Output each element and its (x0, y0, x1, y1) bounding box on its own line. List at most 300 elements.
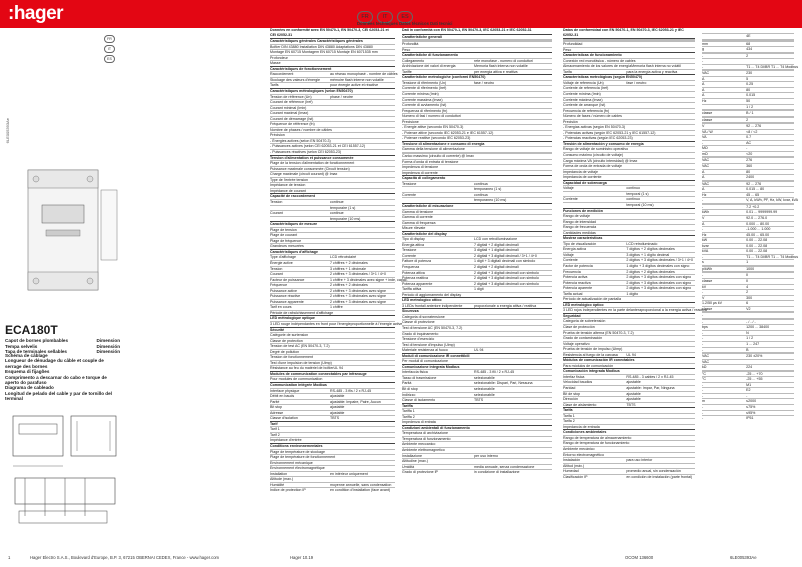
spec-detail (626, 153, 695, 158)
spec-label: Potenza attiva (402, 270, 425, 275)
spec-row (563, 424, 695, 430)
spec-label: Courant de référence (Iref) (270, 100, 313, 105)
spec-row (270, 171, 395, 177)
spec-row (563, 191, 695, 197)
spec-label: Voltaje operativo (563, 341, 590, 346)
spec-row (563, 47, 695, 53)
section-heading: Condizioni ambientali di funzionamento (402, 425, 552, 431)
spec-row (563, 263, 695, 269)
spec-detail: continue (330, 199, 344, 204)
spec-row (270, 227, 395, 233)
spec-label: Peso (563, 47, 572, 52)
spec-row (563, 219, 695, 225)
spec-row (270, 266, 395, 272)
spec-unit: m (702, 399, 705, 404)
spec-unit: A (702, 175, 705, 180)
spec-unit: - (702, 64, 704, 69)
spec-label: Corrente (402, 253, 416, 258)
spec-row (563, 396, 695, 402)
spec-row (702, 284, 794, 290)
spec-row (270, 299, 395, 305)
spec-row (563, 58, 695, 64)
spec-label: Rango de intensidad (563, 219, 596, 224)
spec-unit: A (702, 76, 705, 81)
spec-label: Misure rilevate (402, 226, 426, 231)
wiring-diagram (5, 386, 123, 536)
spec-row (402, 358, 552, 364)
spec-unit: VAC (702, 181, 710, 186)
spec-row (563, 152, 695, 158)
spec-unit: - (702, 347, 704, 352)
spec-row (270, 476, 395, 482)
spec-label (563, 192, 626, 197)
spec-row (402, 303, 552, 309)
wiring-label: Schéma de câblage (5, 353, 48, 358)
spec-detail (373, 45, 395, 50)
side-flag-es: ES (104, 55, 115, 63)
section-heading: Caratteristiche di funzionamento (402, 52, 552, 58)
spec-detail: temporaire (1 s) (330, 205, 356, 210)
spec-detail (330, 355, 395, 360)
spec-row (270, 160, 395, 166)
language-flag-es: ES (397, 11, 413, 23)
spec-detail: rete monofase - numero di conduttori (474, 58, 533, 63)
spec-row (702, 376, 794, 382)
spec-row (270, 487, 395, 493)
footer-company: Hager Electro S.A.S., Boulevard d'Europe, B.P. 3, 67215 OBERNAI CEDEX, France - www.hager.com (30, 555, 220, 560)
section-heading: Características metrológicas (según EN50470) (563, 74, 695, 80)
spec-detail (474, 221, 552, 226)
spec-value (746, 360, 794, 365)
spec-row (702, 259, 794, 265)
spec-row (563, 146, 695, 152)
spec-value: II (746, 273, 749, 278)
spec-value: - (746, 146, 748, 151)
section-heading: LED métrologique optique (270, 315, 395, 321)
spec-row (402, 419, 552, 425)
spec-label: - Puissances réactives (selon CEI 62053-23) (270, 150, 342, 155)
spec-detail (330, 61, 395, 66)
spec-row (402, 347, 552, 353)
spec-row (402, 369, 552, 375)
spec-label: Nombre de phases / nombre de câbles (270, 127, 332, 132)
spec-label: Ambiente mecánico (563, 447, 595, 452)
spec-row (270, 71, 398, 77)
spec-detail (626, 414, 695, 419)
spec-label: Per moduli di comunicazione (402, 359, 448, 364)
spec-detail (330, 122, 395, 127)
spec-row (702, 81, 794, 87)
spec-label: Tarifa 1 (563, 413, 575, 418)
spec-label: Environnement mécanique (270, 460, 313, 465)
spec-label: Clase de protección (563, 324, 595, 329)
spec-detail: 2 digitali + 3 digitali decimali con simbolo (474, 281, 539, 286)
spec-unit: s (702, 260, 704, 265)
spec-row (563, 330, 695, 336)
spec-value: 230 ±20% (746, 354, 763, 359)
spec-row (270, 260, 395, 266)
spec-detail: ajustable (626, 380, 641, 385)
spec-row (270, 44, 395, 50)
spec-label: Carico massimo (circuito di corrente) @ Imax (402, 154, 474, 159)
spec-label: Tarif en cours (270, 305, 292, 310)
spec-label: Altitudine (max.) (402, 459, 428, 464)
spec-label: Potencia reactiva (563, 280, 591, 285)
spec-detail: Memoria flash interna non volatile (474, 64, 528, 69)
spec-row (563, 341, 695, 347)
language-flag-it: IT (377, 11, 393, 23)
spec-label: Energía activa (563, 247, 586, 252)
spec-row (702, 110, 794, 116)
spec-row (402, 135, 552, 141)
spec-detail (626, 170, 695, 175)
spec-detail: 2 dígitos + 3 dígitos decimales con signo (626, 280, 692, 285)
spec-value (746, 59, 794, 64)
spec-detail (330, 228, 395, 233)
spec-row (563, 446, 695, 452)
spec-row (563, 252, 695, 258)
spec-detail: continue (330, 211, 344, 216)
spec-row (402, 441, 552, 447)
spec-row (702, 46, 794, 52)
spec-label: Frecuencia de referencia (fn) (563, 108, 610, 113)
spec-row (402, 91, 552, 97)
spec-value: - (746, 393, 748, 398)
spec-detail: UL 94 (626, 352, 636, 357)
spec-label: Période de rafraîchissement d'affichage (270, 310, 334, 315)
spec-row (563, 174, 695, 180)
spec-detail (656, 131, 696, 136)
spec-row (702, 266, 794, 272)
section-heading: LED metrologico ottico (402, 297, 552, 303)
spec-label: Tension (270, 199, 283, 204)
spec-label: Charge maximale (circuit courant) @ Imax (270, 172, 338, 177)
spec-value: 0.7 (746, 135, 752, 140)
spec-row (402, 414, 552, 420)
spec-detail (330, 244, 395, 249)
spec-detail: en intérieur uniquement (330, 471, 368, 476)
spec-label: Précision (270, 133, 285, 138)
spec-label: Tension de fonctionnement (270, 355, 313, 360)
spec-row (270, 254, 395, 260)
spec-row (402, 113, 552, 119)
spec-row (270, 199, 395, 205)
spec-label: Indirizzo (402, 392, 416, 397)
spec-label: Masse (270, 61, 281, 66)
section-heading: Tariffa (402, 403, 552, 409)
spec-unit: kVA (702, 249, 709, 254)
spec-label: Tasso di trasmissione (402, 375, 437, 380)
spec-detail (626, 214, 695, 219)
spec-row (563, 307, 707, 313)
spec-label: Precisione (402, 119, 419, 124)
spec-detail: temporal (1 s) (626, 191, 649, 196)
spec-row (702, 70, 794, 76)
spec-row (702, 232, 794, 238)
spec-value: 0.015 (746, 93, 756, 98)
spec-row (270, 388, 395, 394)
spec-detail (637, 159, 695, 164)
spec-label: Plage de la tension d'alimentation de fonctionnement (270, 161, 355, 166)
spec-value: 0.01 ... 9999999.99 (746, 210, 778, 215)
section-heading: Modules de communication connectables par infrarouge (270, 371, 395, 377)
spec-row (702, 58, 794, 64)
spec-value: E2 (746, 388, 751, 393)
column-intro: Datos de conformidad con EN 50470-1, EN 50470-3, IEC 62053-21 y IEC 62052-31 (563, 28, 684, 37)
spec-label: Courant de démarrage (Ist) (270, 116, 314, 121)
spec-detail (474, 114, 552, 119)
spec-detail (330, 100, 395, 105)
spec-row (270, 332, 395, 338)
spec-label: Bit di stop (402, 387, 418, 391)
spec-value: AC (746, 140, 752, 145)
spec-detail (330, 344, 395, 349)
spec-unit: A (702, 187, 705, 192)
spec-detail (337, 172, 395, 177)
spec-row (270, 143, 395, 149)
spec-label: Resistencia al fuego de la carcasa (563, 352, 618, 357)
spec-row (402, 342, 552, 348)
spec-label: Impedancia de corriente (563, 175, 602, 180)
spec-row (563, 85, 695, 91)
spec-row (702, 387, 794, 393)
spec-unit: classe (702, 306, 713, 311)
spec-row (402, 214, 552, 220)
spec-row (402, 181, 552, 187)
spec-label: Tariffe (402, 69, 412, 74)
spec-row (270, 343, 395, 349)
spec-row (270, 132, 395, 138)
section-heading: Características de funcionamiento (563, 52, 695, 58)
spec-detail (330, 117, 395, 122)
spec-row (702, 319, 794, 325)
spec-label: Conexión red monofásica - número de cables (563, 58, 636, 63)
spec-value: <8 / <2 (746, 129, 758, 134)
spec-label: Factor de potencia (563, 263, 593, 268)
spec-detail (474, 160, 552, 165)
spec-value: 0.015 ... 80 (746, 187, 765, 192)
section-heading: Caractéristiques de fonctionnement (270, 66, 395, 72)
spec-detail (332, 361, 395, 366)
spec-row (702, 192, 794, 198)
spec-detail (634, 331, 695, 336)
spec-unit: - (702, 254, 704, 259)
spec-row (702, 341, 794, 347)
spec-detail (626, 297, 695, 302)
spec-row (563, 113, 695, 119)
spec-label: Materiale resistenza al fuoco (402, 348, 448, 353)
spec-unit: VA / W (702, 129, 713, 134)
spec-row (402, 58, 552, 64)
section-heading: Comunicación integrada Modbus (563, 368, 695, 374)
spec-value: V, A, kWh, PF, Hz, kW, kvar, kVA (746, 198, 799, 203)
spec-label: Grado de contaminación (563, 336, 603, 341)
spec-row (402, 253, 552, 259)
spec-row (402, 336, 552, 342)
spec-value: T1 ... T4 DI/BR T1 ... T4 Modbus (746, 64, 799, 69)
spec-label: Potenza reattiva (402, 276, 428, 281)
spec-label: Corriente máxima (Imax) (563, 97, 603, 102)
spec-row (270, 471, 395, 477)
spec-value: -25 ... +70 (746, 371, 763, 376)
spec-detail: selezionabile: Dispari, Pari, Nessuna (474, 381, 533, 386)
spec-value: 7.2 +0.2 (746, 204, 760, 209)
spec-row (402, 63, 552, 69)
spec-detail: RS-485 - 3 fils / 2 x RJ-45 (330, 388, 372, 393)
spec-label: Test di tensione d'impulso (Uimp) (402, 342, 455, 347)
spec-detail (474, 86, 552, 91)
dimension-value: Dimensión (96, 349, 120, 355)
spec-row (402, 392, 552, 398)
spec-row (270, 138, 395, 144)
spec-row (702, 248, 794, 254)
spec-row (702, 134, 794, 140)
document-subtitle: Données techniques Datos técnicos Dati tecnici (357, 21, 453, 26)
spec-row (563, 163, 695, 169)
spec-detail (626, 419, 695, 424)
spec-label: Courant (270, 272, 283, 277)
spec-label: Altitud (máx.) (563, 463, 585, 468)
spec-label: Corriente mínima (Imin) (563, 92, 601, 97)
spec-row (270, 55, 395, 61)
spec-row (702, 226, 794, 232)
spec-row (702, 404, 794, 410)
spec-detail: TBTS (626, 402, 636, 407)
spec-row (402, 319, 552, 325)
spec-label: Pour modules de communication (270, 377, 323, 382)
spec-detail (626, 231, 695, 236)
spec-row (563, 102, 695, 108)
spec-label: Archiviazione dei valori di energia (402, 64, 456, 69)
spec-label: Instalación (563, 458, 581, 463)
spec-row (402, 292, 552, 298)
spec-detail (626, 425, 695, 430)
spec-label: Tarifa (563, 69, 572, 74)
spec-detail: 2 digitali + 3 digitali decimali con simbolo (474, 270, 539, 275)
spec-row (702, 312, 794, 318)
spec-label: Tarifs (270, 83, 279, 88)
spec-detail: LCD retroiluminado (626, 241, 658, 246)
spec-row (702, 272, 794, 278)
spec-value (746, 313, 794, 318)
spec-detail (626, 109, 695, 114)
spec-detail (626, 103, 695, 108)
spec-label: Corrente minima (Imin) (402, 92, 439, 97)
spec-detail (474, 409, 552, 414)
spec-unit: - (702, 388, 704, 393)
spec-label: Entorno electromagnético (563, 452, 604, 457)
spec-label (402, 187, 474, 192)
spec-row (270, 127, 395, 133)
spec-value: 4 (746, 284, 749, 289)
spec-row (702, 243, 794, 249)
spec-row (563, 385, 695, 391)
spec-detail (330, 333, 395, 338)
spec-label: Adresse (270, 410, 284, 415)
section-heading: Tensión de alimentación y consumo de energía (563, 141, 695, 147)
spec-unit: - (702, 140, 704, 145)
spec-label: Rango de voltaje (563, 214, 590, 219)
spec-label: Corriente de referencia (Iref) (563, 86, 609, 91)
spec-row (270, 426, 395, 432)
spec-detail (474, 136, 552, 141)
spec-label: Classe de protection (270, 338, 303, 343)
spec-label: Corriente (563, 258, 578, 263)
spec-detail: fase / neutro (626, 80, 647, 85)
spec-row (402, 102, 552, 108)
spec-detail (330, 377, 395, 382)
section-heading: LED metrológico óptico (563, 302, 695, 308)
logo-mark-icon: : (8, 3, 14, 24)
spec-label: Installazione (402, 453, 422, 458)
spec-detail: continuo (626, 197, 640, 202)
spec-row (402, 270, 552, 276)
section-heading: Communication intégrée Modbus (270, 382, 395, 388)
dimension-label: Capot de bornes plombables (5, 338, 69, 343)
spec-row (702, 174, 794, 180)
spec-row (270, 282, 395, 288)
spec-detail (626, 125, 695, 130)
spec-row (402, 380, 552, 386)
spec-row (702, 306, 794, 312)
spec-label: - Energías activas (según EN 50470-3) (563, 125, 626, 130)
spec-row (563, 97, 695, 103)
spec-detail: para la energía activa y reactiva (626, 69, 678, 74)
spec-detail: in condizione di installazione (474, 470, 520, 475)
spec-row (402, 236, 552, 242)
spec-unit: °C (702, 377, 707, 382)
spec-detail (332, 128, 395, 133)
spec-unit: - (702, 313, 704, 318)
spec-label: Umidità (402, 464, 415, 469)
spec-detail (335, 455, 395, 460)
spec-row (563, 257, 695, 263)
spec-row (563, 269, 695, 275)
spec-detail (474, 343, 552, 348)
spec-row (270, 271, 395, 277)
spec-value: 80 (746, 87, 751, 92)
spec-label: Puissance active (270, 288, 297, 293)
wiring-label: Esquema di fijagões (5, 369, 50, 375)
spec-row (563, 241, 695, 247)
spec-row (270, 310, 395, 316)
spec-value: 50 (746, 99, 751, 104)
spec-label: Gamma della tensione di alimentazione (402, 147, 465, 152)
spec-detail (626, 336, 695, 341)
spec-row (270, 449, 395, 455)
spec-label: Test di tensione AC (EN 50470-3, 7.2) (402, 325, 463, 330)
spec-label: Rango de voltaje de suministro operativo (563, 147, 629, 152)
section-heading: Sicurezza (402, 308, 552, 314)
spec-label: Corriente de arranque (Ist) (563, 103, 606, 108)
spec-row (563, 324, 695, 330)
spec-row (270, 182, 395, 188)
spec-detail (474, 326, 552, 331)
spec-detail: Memoria flash interna no volátil (631, 64, 681, 69)
spec-value: 434 (746, 47, 753, 52)
hager-logo (8, 3, 63, 25)
spec-detail (330, 433, 395, 438)
spec-unit: VA (702, 135, 707, 140)
spec-unit: VAC (702, 71, 710, 76)
section-heading: Capacité de raccordement (270, 193, 395, 199)
spec-detail: RS-485 - 3 cables / 2 x RJ-45 (626, 374, 674, 379)
section-heading: Tensione di alimentazione e consumo di energia (402, 141, 552, 147)
spec-row (563, 418, 695, 424)
spec-row (402, 220, 552, 226)
spec-label: Grandeurs mesurées (270, 244, 304, 249)
spec-detail (474, 415, 552, 420)
